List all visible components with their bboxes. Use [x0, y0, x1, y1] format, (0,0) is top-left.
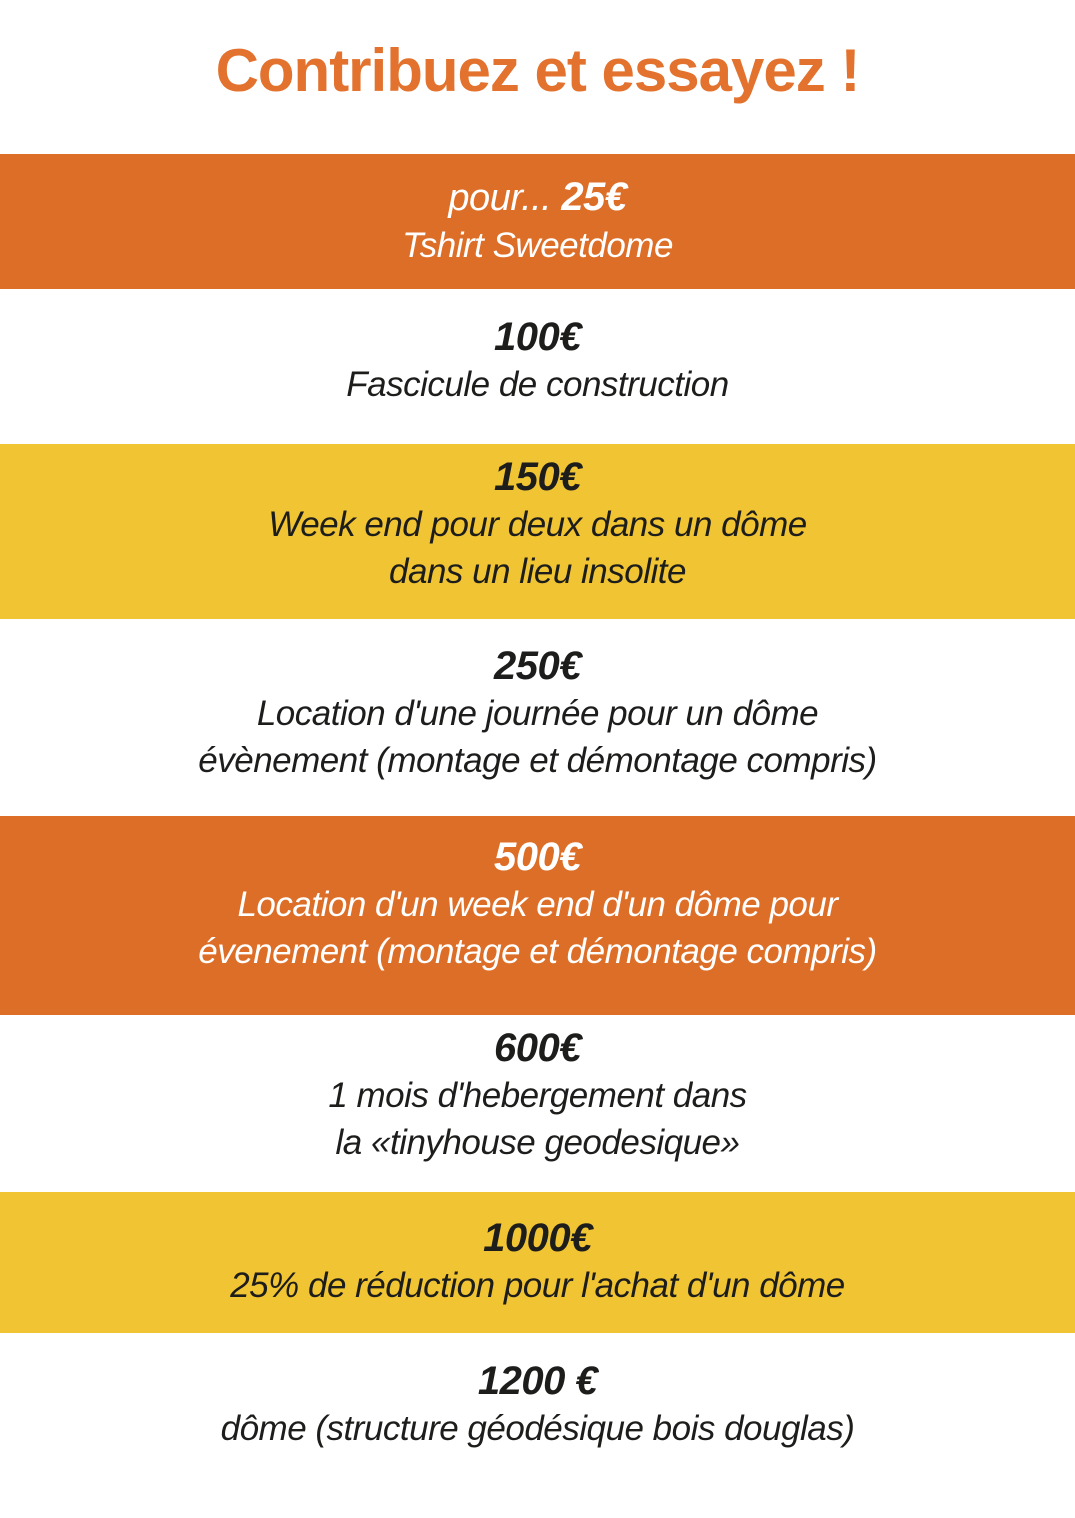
tier-1200 — [0, 1333, 1075, 1518]
tier-150-price: 150€ — [494, 455, 581, 499]
tier-500-description-line2: évenement (montage et démontage compris) — [198, 932, 877, 971]
tier-150-description-line1: Week end pour deux dans un dôme — [268, 505, 807, 544]
tier-25-price — [448, 174, 626, 222]
tier-25-description: Tshirt Sweetdome — [402, 226, 673, 265]
tier-100-price: 100€ — [494, 315, 581, 359]
tier-100-description: Fascicule de construction — [346, 365, 729, 404]
tier-600-price: 600€ — [494, 1026, 581, 1070]
tier-500-description-line1: Location d'un week end d'un dôme pour — [237, 885, 838, 924]
tier-25 — [0, 154, 1075, 289]
tier-1000 — [0, 1192, 1075, 1333]
tier-250 — [0, 619, 1075, 816]
tier-1200-price: 1200 € — [477, 1359, 598, 1403]
page-title: Contribuez et essayez ! — [215, 36, 860, 104]
tier-25-price-prefix: pour... — [448, 177, 562, 219]
tier-600 — [0, 1015, 1075, 1192]
tier-150-description-line2: dans un lieu insolite — [389, 552, 686, 591]
page-header — [0, 0, 1075, 154]
tier-250-description-line2: évènement (montage et démontage compris) — [198, 741, 877, 780]
tier-250-price: 250€ — [494, 644, 581, 688]
tier-1000-description: 25% de réduction pour l'achat d'un dôme — [230, 1266, 845, 1305]
tier-500-price: 500€ — [494, 835, 581, 879]
tier-500 — [0, 816, 1075, 1015]
tier-150 — [0, 444, 1075, 619]
tier-100 — [0, 289, 1075, 444]
tier-1000-price: 1000€ — [483, 1216, 592, 1260]
tier-1200-description: dôme (structure géodésique bois douglas) — [220, 1409, 855, 1448]
tier-250-description-line1: Location d'une journée pour un dôme — [256, 694, 819, 733]
tier-25-price-amount: 25€ — [561, 175, 627, 219]
tier-600-description-line1: 1 mois d'hebergement dans — [328, 1076, 747, 1115]
tier-600-description-line2: la «tinyhouse geodesique» — [335, 1123, 740, 1162]
